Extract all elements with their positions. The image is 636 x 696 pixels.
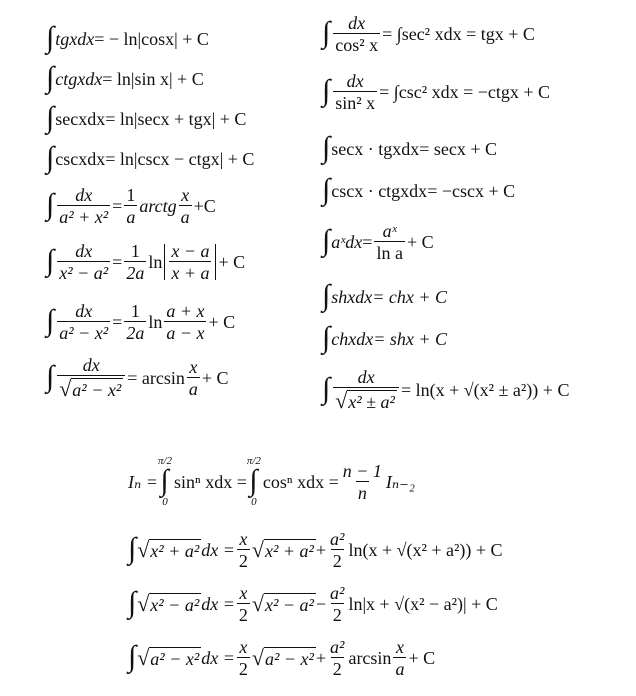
- formula-int-cscx: [46, 141, 255, 174]
- formula-lhs: chxdx: [331, 329, 374, 349]
- lower-limit: 0: [162, 496, 168, 508]
- coefficient-fraction: [328, 584, 346, 624]
- formula-rhs: = ln|secx + tgx| + C: [105, 109, 247, 129]
- recurrence-term: Iₙ₋₂: [385, 472, 415, 492]
- formula-wallis: [128, 456, 415, 508]
- integrand-fraction: [333, 14, 380, 54]
- upper-limit: π/2: [157, 455, 173, 467]
- square-root: [137, 647, 201, 669]
- formula-int-secx: [46, 101, 247, 134]
- argument-fraction: [393, 638, 406, 678]
- argument-fraction: [164, 302, 206, 342]
- fraction-denominator: x² − a²: [59, 263, 109, 283]
- fraction-numerator: x: [395, 637, 404, 657]
- integral-sign: ∫: [46, 360, 55, 393]
- integral-sign: ∫: [322, 74, 331, 107]
- integral-sign: ∫: [322, 372, 331, 405]
- fraction-numerator: n − 1: [342, 461, 382, 481]
- radical-sign: √: [137, 537, 150, 562]
- integral-sign: ∫: [46, 244, 55, 277]
- radical-sign: √: [59, 376, 72, 401]
- formula-int-ln-x-minus-a: [46, 242, 245, 282]
- lower-limit: 0: [251, 496, 257, 508]
- fraction-numerator: a + x: [166, 301, 205, 321]
- integrand-fraction: [57, 242, 110, 282]
- formula-lhs: aˣdx: [331, 232, 363, 252]
- function-name: arcsin: [348, 648, 392, 668]
- fraction-denominator: n: [357, 483, 367, 503]
- constant-term: + C: [201, 368, 229, 388]
- fraction-numerator: dx: [357, 367, 375, 387]
- coefficient-fraction: [124, 302, 146, 342]
- coefficient-fraction: [328, 638, 346, 678]
- formula-lhs: secx · tgxdx: [331, 139, 420, 159]
- radicand: a² − x²: [150, 649, 200, 669]
- operator: +: [315, 540, 327, 560]
- formula-rhs: = secx + C: [419, 139, 497, 159]
- fraction-numerator: x − a: [171, 241, 210, 261]
- equals-sign: =: [112, 196, 123, 216]
- formula-int-sqrt-a2-minus-x2: [128, 638, 435, 678]
- integral-sign: ∫: [160, 464, 169, 497]
- square-root: [137, 539, 201, 561]
- formula-lhs: cscx · ctgxdx: [331, 181, 428, 201]
- operator: −: [315, 594, 327, 614]
- formula-lhs: ctgxdx: [55, 69, 103, 89]
- fraction-denominator: 2: [238, 659, 248, 679]
- definite-integral: [158, 456, 172, 508]
- operator: +: [315, 648, 327, 668]
- dx-equals: dx =: [201, 594, 235, 614]
- fraction-denominator: [57, 375, 125, 400]
- formula-int-ln-sqrt: [322, 368, 569, 412]
- fraction-denominator: 2: [238, 605, 248, 625]
- radical-sign: √: [335, 388, 348, 413]
- square-root: [137, 593, 201, 615]
- formula-int-ctgx: [46, 61, 204, 94]
- fraction-denominator: a: [188, 379, 198, 399]
- integral-sign: ∫: [46, 304, 55, 337]
- formula-int-dx-sin2: [322, 72, 550, 112]
- fraction-denominator: a: [126, 207, 136, 227]
- integrand-cos: cosⁿ xdx =: [262, 472, 339, 492]
- formula-int-a-pow-x: [322, 222, 434, 262]
- fraction-numerator: aˣ: [382, 221, 397, 241]
- integral-sign: ∫: [128, 640, 137, 673]
- formula-int-sqrt-x2-plus-a2: [128, 530, 503, 570]
- integral-sign: ∫: [46, 101, 55, 134]
- formula-rhs: = − ln|cosx| + C: [94, 29, 209, 49]
- square-root: [335, 390, 397, 412]
- integral-sign: ∫: [46, 61, 55, 94]
- formula-int-shx: [322, 279, 447, 312]
- formula-rhs: = ∫sec² xdx = tgx + C: [382, 24, 535, 44]
- radical-sign: √: [137, 645, 150, 670]
- fraction-denominator: 2: [332, 605, 342, 625]
- integral-sign: ∫: [46, 21, 55, 54]
- formula-lhs: secxdx: [55, 109, 106, 129]
- radical-sign: √: [251, 591, 264, 616]
- square-root: [59, 378, 123, 400]
- integral-sign: ∫: [322, 224, 331, 257]
- integral-sign: ∫: [322, 321, 331, 354]
- result-fraction: [374, 222, 405, 262]
- fraction-numerator: x: [239, 529, 248, 549]
- formula-rhs: = chx + C: [372, 287, 447, 307]
- function-name: ln: [148, 252, 163, 272]
- radicand: x² + a²: [264, 541, 314, 561]
- formula-int-tgx: [46, 21, 209, 54]
- definite-integral: [247, 456, 261, 508]
- equals-sign: =: [112, 252, 123, 272]
- formula-int-ln-a-plus-x: [46, 302, 235, 342]
- fraction-denominator: a − x: [166, 323, 205, 343]
- function-name: arctg: [139, 196, 177, 216]
- fraction-numerator: dx: [346, 71, 364, 91]
- coefficient-fraction: [237, 638, 250, 678]
- formula-rhs: = ln|cscx − ctgx| + C: [105, 149, 255, 169]
- formula-rhs: = ln(x + √(x² ± a²)) + C: [400, 380, 570, 400]
- fraction-denominator: 2: [238, 551, 248, 571]
- dx-equals: dx =: [201, 648, 235, 668]
- coefficient-fraction: [237, 584, 250, 624]
- upper-limit: π/2: [246, 455, 261, 467]
- argument-fraction: [179, 186, 192, 226]
- fraction-numerator: a²: [330, 637, 345, 657]
- argument-fraction: [169, 242, 211, 282]
- integrand-sin: sinⁿ xdx =: [174, 472, 247, 492]
- formula-lhs: cscxdx: [55, 149, 106, 169]
- equals-sign: =: [362, 232, 373, 252]
- formula-lhs: Iₙ =: [128, 472, 158, 492]
- radical-sign: √: [251, 645, 264, 670]
- fraction-denominator: a² − x²: [59, 323, 109, 343]
- fraction-denominator: 2: [332, 551, 342, 571]
- formula-int-arcsin: [46, 356, 229, 400]
- fraction-denominator: a² + x²: [59, 207, 109, 227]
- fraction-numerator: x: [189, 357, 198, 377]
- constant-term: + C: [218, 252, 246, 272]
- coefficient-fraction: [328, 530, 346, 570]
- fraction-numerator: 1: [126, 185, 136, 205]
- coefficient-fraction: [124, 242, 146, 282]
- square-root: [252, 647, 316, 669]
- fraction-denominator: a: [395, 659, 405, 679]
- fraction-numerator: x: [181, 185, 190, 205]
- formula-tail: ln(x + √(x² + a²)) + C: [348, 540, 503, 560]
- constant-term: +C: [193, 196, 216, 216]
- equals-arcsin: = arcsin: [127, 368, 185, 388]
- formula-int-dx-cos2: [322, 14, 535, 54]
- fraction-denominator: ln a: [376, 243, 403, 263]
- dx-equals: dx =: [201, 540, 235, 560]
- radicand: x² + a²: [150, 541, 200, 561]
- integrand-fraction: [333, 368, 399, 412]
- fraction-numerator: dx: [82, 355, 100, 375]
- integral-sign: ∫: [322, 173, 331, 206]
- coefficient-fraction: [237, 530, 250, 570]
- radicand: x² − a²: [150, 595, 200, 615]
- formula-lhs: shxdx: [331, 287, 373, 307]
- formula-rhs: = ln|sin x| + C: [102, 69, 204, 89]
- fraction-denominator: sin² x: [335, 93, 376, 113]
- square-root: [252, 539, 316, 561]
- integral-sign: ∫: [322, 16, 331, 49]
- function-name: ln: [148, 312, 163, 332]
- abs-bar-left: [164, 244, 165, 280]
- radicand: x² ± a²: [348, 392, 395, 412]
- fraction-denominator: x + a: [171, 263, 210, 283]
- fraction-denominator: 2a: [126, 323, 145, 343]
- formula-rhs: = shx + C: [373, 329, 447, 349]
- fraction-numerator: dx: [75, 185, 93, 205]
- argument-fraction: [187, 358, 200, 398]
- formula-int-sqrt-x2-minus-a2: [128, 584, 498, 624]
- formula-tail: ln|x + √(x² − a²)| + C: [348, 594, 498, 614]
- square-root: [252, 593, 316, 615]
- fraction-denominator: [333, 387, 399, 412]
- integral-sign: ∫: [322, 131, 331, 164]
- recurrence-fraction: [341, 462, 384, 502]
- formula-int-arctg: [46, 186, 216, 226]
- integral-sign: ∫: [249, 464, 258, 497]
- constant-term: + C: [408, 648, 436, 668]
- formula-int-cscx-ctgx: [322, 173, 516, 206]
- formula-int-chx: [322, 321, 447, 354]
- formula-rhs: = ∫csc² xdx = −ctgx + C: [379, 82, 551, 102]
- fraction-numerator: 1: [130, 301, 140, 321]
- formula-rhs: = −cscx + C: [427, 181, 516, 201]
- fraction-denominator: 2: [332, 659, 342, 679]
- fraction-numerator: a²: [330, 529, 345, 549]
- fraction-numerator: 1: [130, 241, 140, 261]
- radicand: a² − x²: [264, 649, 314, 669]
- fraction-numerator: dx: [75, 301, 93, 321]
- integrand-fraction: [57, 186, 110, 226]
- integral-sign: ∫: [128, 532, 137, 565]
- equals-sign: =: [112, 312, 123, 332]
- fraction-numerator: dx: [348, 13, 366, 33]
- integral-sign: ∫: [322, 279, 331, 312]
- fraction-numerator: x: [239, 637, 248, 657]
- coefficient-fraction: [124, 186, 137, 226]
- integrand-fraction: [57, 302, 110, 342]
- integrand-fraction: [57, 356, 125, 400]
- constant-term: + C: [406, 232, 434, 252]
- constant-term: + C: [208, 312, 236, 332]
- integral-sign: ∫: [46, 141, 55, 174]
- formula-lhs: tgxdx: [55, 29, 95, 49]
- fraction-numerator: dx: [75, 241, 93, 261]
- abs-bar-right: [215, 244, 216, 280]
- formula-int-secx-tgx: [322, 131, 497, 164]
- fraction-denominator: 2a: [126, 263, 145, 283]
- radicand: x² − a²: [264, 595, 314, 615]
- fraction-denominator: a: [180, 207, 190, 227]
- radical-sign: √: [137, 591, 150, 616]
- integral-sign: ∫: [46, 188, 55, 221]
- integrand-fraction: [333, 72, 377, 112]
- fraction-numerator: x: [239, 583, 248, 603]
- radical-sign: √: [251, 537, 264, 562]
- fraction-denominator: cos² x: [335, 35, 379, 55]
- fraction-numerator: a²: [330, 583, 345, 603]
- integral-sign: ∫: [128, 586, 137, 619]
- radicand: a² − x²: [72, 380, 122, 400]
